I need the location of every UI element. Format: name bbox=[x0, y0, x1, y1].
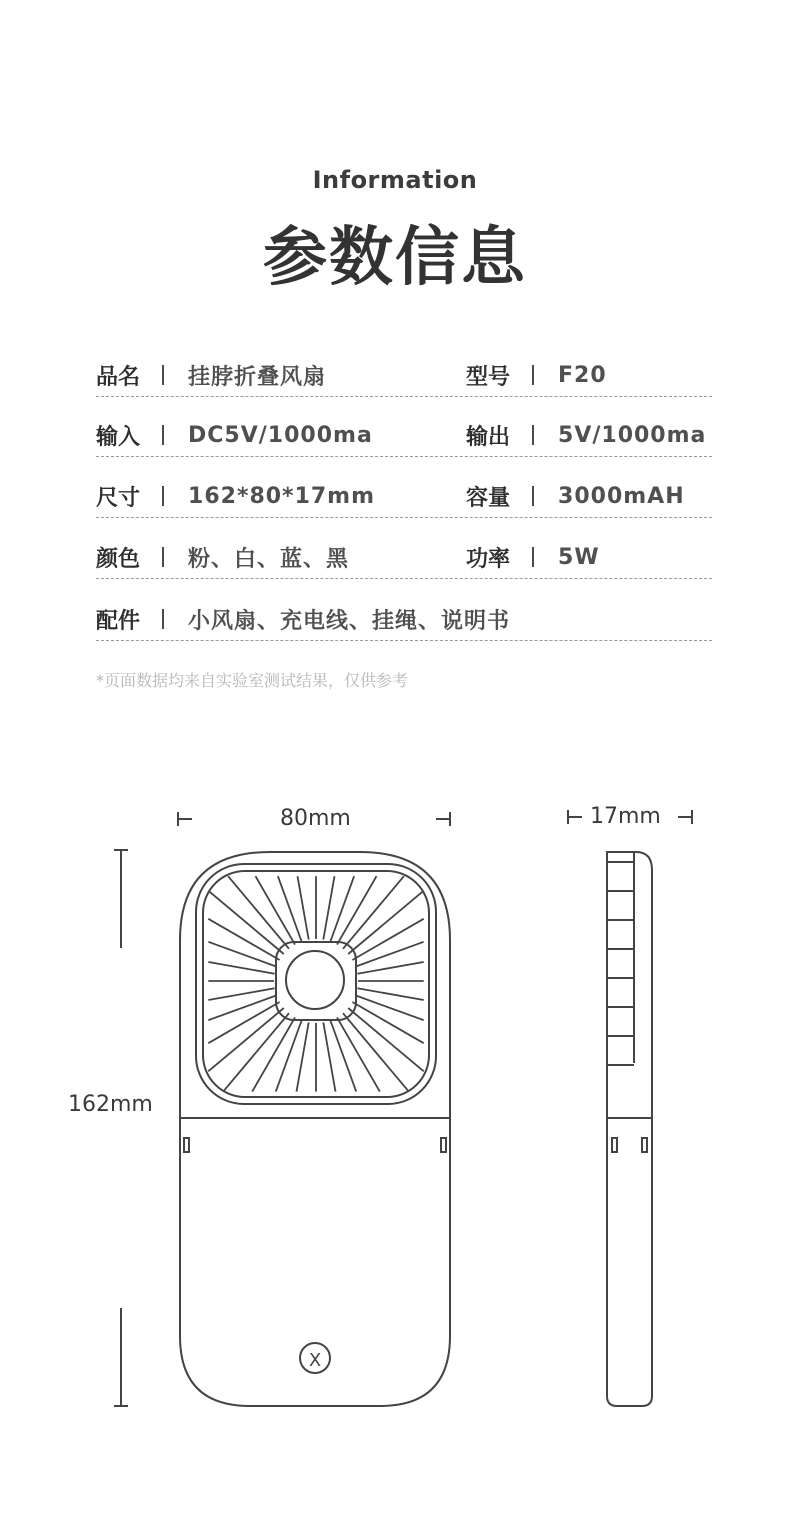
side-view bbox=[607, 852, 652, 1406]
spec-label: 型号 bbox=[466, 364, 511, 390]
spec-label: 输出 bbox=[466, 424, 511, 450]
depth-dimension-line bbox=[568, 810, 692, 824]
spec-label: 颜色 bbox=[96, 546, 141, 572]
spec-value: 5W bbox=[558, 544, 600, 570]
depth-label: 17mm bbox=[590, 804, 661, 829]
logo-mark: X bbox=[308, 1350, 322, 1371]
spec-label: 配件 bbox=[96, 608, 141, 634]
fan-blade-line bbox=[323, 876, 334, 939]
spec-label: 输入 bbox=[96, 424, 141, 450]
spec-label: 容量 bbox=[466, 485, 511, 511]
spec-value: 162*80*17mm bbox=[188, 483, 376, 509]
spec-value: DC5V/1000ma bbox=[188, 422, 373, 448]
fan-blade-line bbox=[208, 988, 274, 1000]
fan-blade-line bbox=[357, 962, 423, 974]
fan-blade-line bbox=[356, 942, 424, 967]
front-view bbox=[180, 852, 450, 1406]
spec-label: 功率 bbox=[466, 546, 511, 572]
height-dimension-line bbox=[114, 850, 128, 1406]
height-label: 162mm bbox=[68, 1092, 153, 1117]
spec-value: 挂脖折叠风扇 bbox=[188, 364, 327, 390]
fan-blade-line bbox=[330, 876, 354, 941]
spec-value: 3000mAH bbox=[558, 483, 685, 509]
section-subtitle: Information bbox=[312, 166, 478, 194]
fan-blade-line bbox=[208, 891, 283, 954]
fan-blade-line bbox=[357, 988, 423, 1000]
disclaimer-note: *页面数据均来自实验室测试结果，仅供参考 bbox=[96, 671, 409, 690]
fan-blade-line bbox=[298, 876, 309, 939]
fan-blade-line bbox=[348, 1008, 424, 1071]
spec-value: 5V/1000ma bbox=[558, 422, 707, 448]
spec-label: 品名 bbox=[96, 364, 141, 390]
fan-blade-line bbox=[208, 995, 276, 1020]
spec-value: F20 bbox=[558, 362, 607, 388]
width-label: 80mm bbox=[280, 806, 351, 831]
width-dimension-line bbox=[178, 812, 450, 826]
fan-blade-line bbox=[208, 1008, 283, 1071]
spec-value: 小风扇、充电线、挂绳、说明书 bbox=[188, 608, 511, 634]
spec-label: 尺寸 bbox=[96, 485, 141, 511]
fan-blade-line bbox=[348, 891, 424, 954]
fan-blade-line bbox=[356, 995, 424, 1020]
fan-blade-line bbox=[278, 876, 302, 941]
fan-blade-line bbox=[323, 1022, 335, 1091]
section-title: 参数信息 bbox=[263, 221, 527, 295]
spec-value: 粉、白、蓝、黑 bbox=[188, 546, 350, 572]
fan-blade-line bbox=[297, 1022, 309, 1091]
fan-blade-line bbox=[208, 962, 274, 974]
fan-blade-line bbox=[343, 876, 404, 949]
fan-blade-line bbox=[208, 942, 276, 967]
fan-blade-line bbox=[228, 876, 289, 949]
